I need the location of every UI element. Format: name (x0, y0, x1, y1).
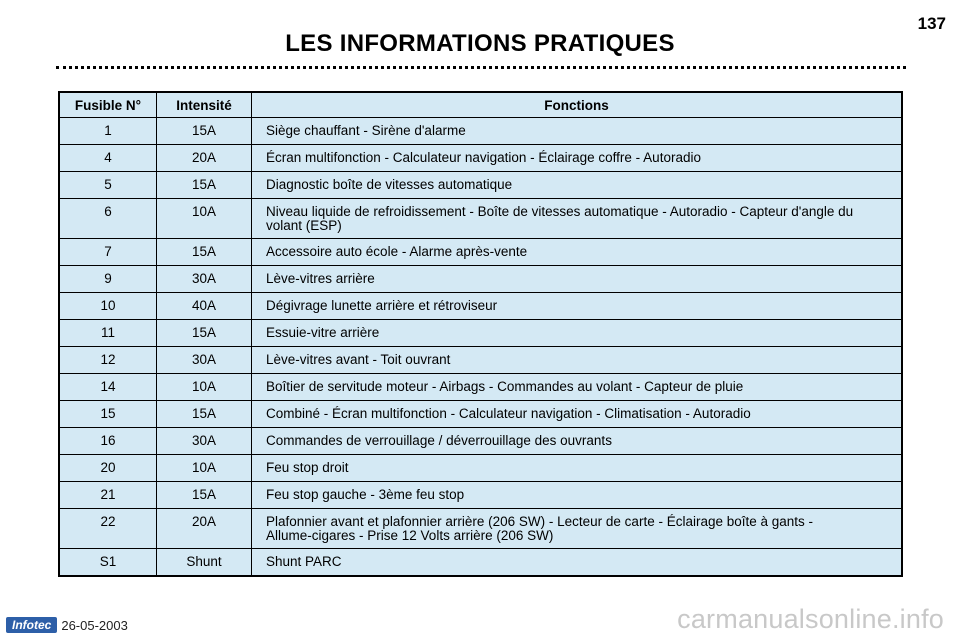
table-row (59, 482, 902, 509)
functions: Lève-vitres avant - Toit ouvrant (266, 352, 451, 367)
header-functions: Fonctions (252, 92, 903, 118)
fuse-number: 1 (104, 123, 112, 138)
table-row (59, 145, 902, 172)
amperage: 20A (191, 150, 217, 165)
table-row (59, 455, 902, 482)
functions: Combiné - Écran multifonction - Calculateur navigation - Climatisation - Autoradio (266, 406, 751, 421)
table-row (59, 320, 902, 347)
table-row (59, 549, 902, 577)
table-row (59, 347, 902, 374)
functions: Shunt PARC (266, 554, 342, 569)
table-row (59, 428, 902, 455)
amperage: 30A (191, 433, 217, 448)
functions: Siège chauffant - Sirène d'alarme (266, 123, 466, 138)
table-row (59, 266, 902, 293)
dotted-divider (56, 66, 906, 69)
table-row (59, 239, 902, 266)
functions: Commandes de verrouillage / déverrouillage des ouvrants (266, 433, 612, 448)
functions: Boîtier de servitude moteur - Airbags - Commandes au volant - Capteur de pluie (266, 379, 744, 394)
amperage: 10A (191, 379, 217, 394)
fuse-number: 6 (104, 204, 112, 219)
fuse-number: 15 (100, 406, 116, 421)
fuse-number: 11 (100, 325, 115, 340)
amperage: Shunt (186, 554, 222, 569)
amperage: 30A (191, 271, 217, 286)
fuse-number: 14 (100, 379, 116, 394)
functions: Niveau liquide de refroidissement - Boîte de vitesses automatique - Autoradio - Capteur d'angle du volant (ESP) (266, 204, 854, 233)
table-row (59, 199, 902, 239)
functions: Accessoire auto école - Alarme après-vente (266, 244, 528, 259)
functions: Lève-vitres arrière (266, 271, 375, 286)
fuse-number: 21 (100, 487, 116, 502)
table-header-row (59, 92, 902, 118)
header-fuse-number: Fusible N° (59, 92, 157, 118)
amperage: 15A (191, 487, 217, 502)
functions: Plafonnier avant et plafonnier arrière (206 SW) - Lecteur de carte - Éclairage boîte à gants - Allume-cigares - Prise 12 Volts arrière (206 SW) (266, 514, 814, 543)
amperage: 20A (191, 514, 217, 529)
functions: Essuie-vitre arrière (266, 325, 380, 340)
watermark: carmanualsonline.info (677, 604, 944, 634)
functions: Feu stop droit (266, 460, 349, 475)
page-title: LES INFORMATIONS PRATIQUES (285, 30, 675, 57)
fuse-number: 20 (100, 460, 116, 475)
header-amperage: Intensité (157, 92, 252, 118)
amperage: 15A (191, 123, 217, 138)
footer (6, 617, 128, 633)
functions: Feu stop gauche - 3ème feu stop (266, 487, 465, 502)
fuse-number: 12 (100, 352, 116, 367)
amperage: 40A (191, 298, 217, 313)
fuse-number: 16 (100, 433, 116, 448)
table-row (59, 172, 902, 199)
functions: Diagnostic boîte de vitesses automatique (266, 177, 513, 192)
footer-date: 26-05-2003 (61, 617, 128, 633)
page-number: 137 (917, 14, 946, 33)
amperage: 10A (191, 204, 217, 219)
fuse-number: 4 (104, 150, 112, 165)
fuse-number: S1 (99, 554, 117, 569)
functions: Écran multifonction - Calculateur navigation - Éclairage coffre - Autoradio (266, 150, 701, 165)
fuse-number: 9 (104, 271, 112, 286)
infotec-logo: Infotec (6, 617, 57, 633)
amperage: 30A (191, 352, 217, 367)
amperage: 15A (191, 325, 217, 340)
table-row (59, 509, 902, 549)
fuse-number: 5 (104, 177, 112, 192)
amperage: 15A (191, 244, 217, 259)
fuse-table (58, 91, 903, 577)
table-row (59, 118, 902, 145)
amperage: 15A (191, 406, 217, 421)
fuse-number: 10 (100, 298, 116, 313)
fuse-number: 7 (104, 244, 112, 259)
table-row (59, 374, 902, 401)
table-row (59, 293, 902, 320)
amperage: 15A (191, 177, 217, 192)
table-row (59, 401, 902, 428)
fuse-number: 22 (100, 514, 116, 529)
amperage: 10A (191, 460, 217, 475)
functions: Dégivrage lunette arrière et rétroviseur (266, 298, 498, 313)
